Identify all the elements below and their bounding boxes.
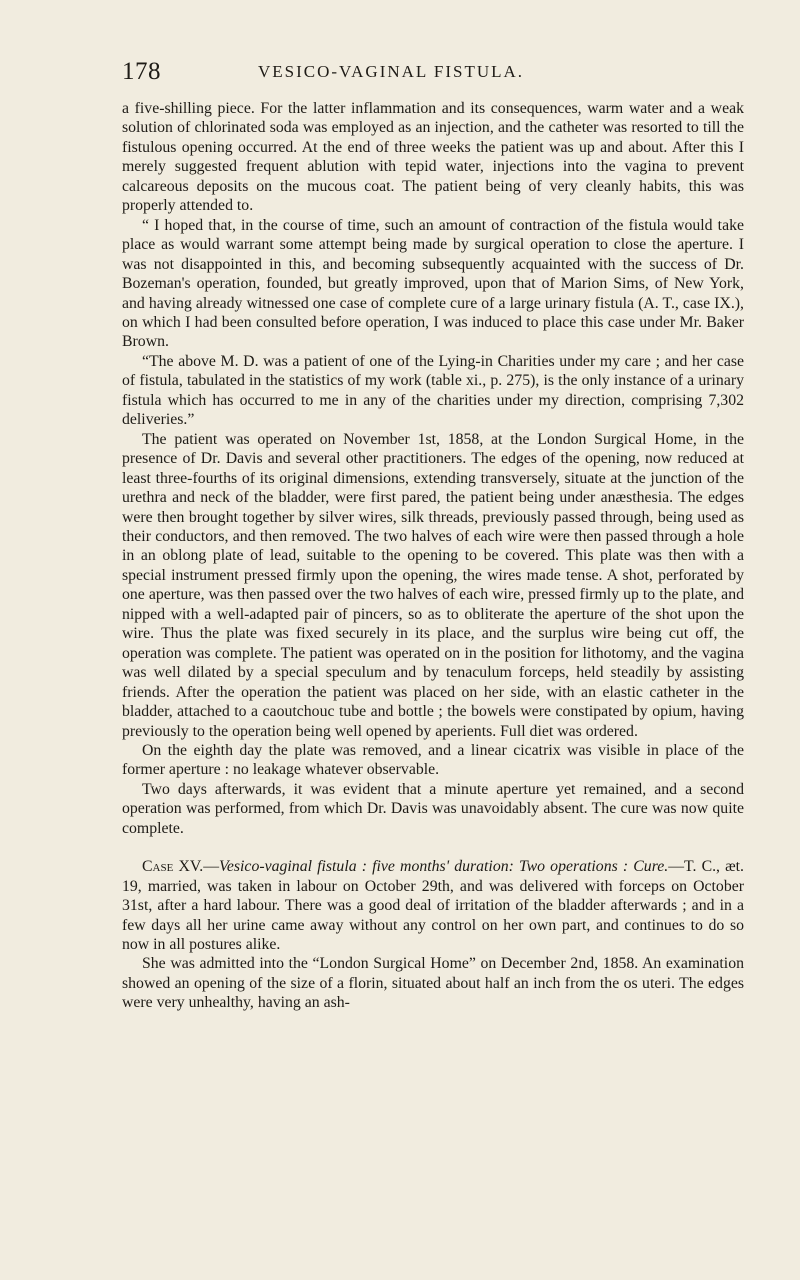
paragraph-3: “The above M. D. was a patient of one of the Lying-in Charities under my care ; and her case of fistula, tabulated in the statistics of my work (table xi., p. 275), is the only instance of a urinary fistula which has occurred to me in any of the charities under my direction, comprising 7,302 deliveries.” [122, 352, 744, 429]
page-header [0, 52, 800, 92]
case-text: —T. C., æt. 19, married, was taken in labour on October 29th, and was delivered with forceps on October 31st, after a hard labour. There was a good deal of irritation of the bladder afterwards ; and in a few days all her urine came away without any control on her own part, and continues to do so now in all postures alike. [122, 858, 745, 954]
paragraph-4: The patient was operated on November 1st, 1858, at the London Surgical Home, in the presence of Dr. Davis and several other practitioners. The edges of the opening, now reduced at least three-fourths of its original dimensions, extending transversely, situate at the junction of the urethra and neck of the bladder, were first pared, the patient being under anæsthesia. The edges were then brought together by silver wires, silk threads, previously passed through, being used as their conductors, and then removed. The two halves of each wire were then passed through a hole in an oblong plate of lead, suitable to the opening to be covered. This plate was then with a special instrument pressed firmly upon the opening, the wires made tense. A shot, perforated by one aperture, was then passed over the two halves of each wire, pressed firmly up to the plate, and nipped with a well-adapted pair of pincers, so as to obliterate the aperture of the shot upon the wire. Thus the plate was fixed securely in its place, and the surplus wire being cut off, the operation was complete. The patient was operated on in the position for lithotomy, and the vagina was well dilated by a special speculum and by tenaculum forceps, held steadily by assisting friends. After the operation the patient was placed on her side, with an elastic catheter in the bladder, attached to a caoutchouc tube and bottle ; the bowels were constipated by opium, having previously to the operation being well opened by aperients. Full diet was ordered. [122, 430, 744, 740]
section-gap [122, 838, 744, 857]
case-label: Case XV. [142, 858, 204, 876]
paragraph-1: a five-shilling piece. For the latter inflammation and its consequences, warm water and a weak solution of chlorinated soda was employed as an injection, and the catheter was resorted to till the fistulous opening occurred. At the end of three weeks the patient was up and about. After this I merely suggested frequent ablution with tepid water, injections into the vagina to prevent calcareous deposits on the mucous coat. The patient being of very cleanly habits, this was properly attended to. [122, 100, 744, 215]
paragraph-6: Two days afterwards, it was evident that a minute aperture yet remained, and a second operation was performed, from which Dr. Davis was unavoidably absent. The cure was now quite complete. [122, 780, 744, 837]
paragraph-5: On the eighth day the plate was removed, and a linear cicatrix was visible in place of the former aperture : no leakage whatever observable. [122, 741, 744, 779]
page-number: 178 [122, 58, 161, 85]
case-paragraph [122, 857, 744, 954]
final-paragraph: She was admitted into the “London Surgical Home” on December 2nd, 1858. An examination showed an opening of the size of a florin, situated about half an inch from the os uteri. The edges were very unhealthy, having an ash- [122, 955, 744, 1012]
body-text [122, 99, 744, 1013]
case-dash: — [203, 858, 219, 876]
paragraph-2: “ I hoped that, in the course of time, such an amount of contraction of the fistula would take place as would warrant some attempt being made by surgical operation to close the aperture. I was not disappointed in this, and becoming subsequently acquainted with the success of Dr. Bozeman's operation, founded, but greatly improved, upon that of Marion Sims, of New York, and having already witnessed one case of complete cure of a large urinary fistula (A. T., case IX.), on which I had been consulted before operation, I was induced to place this case under Mr. Baker Brown. [122, 216, 744, 351]
running-head: VESICO-VAGINAL FISTULA. [258, 62, 525, 81]
case-title: Vesico-vaginal fistula : five months' duration: Two operations : Cure. [218, 858, 669, 876]
